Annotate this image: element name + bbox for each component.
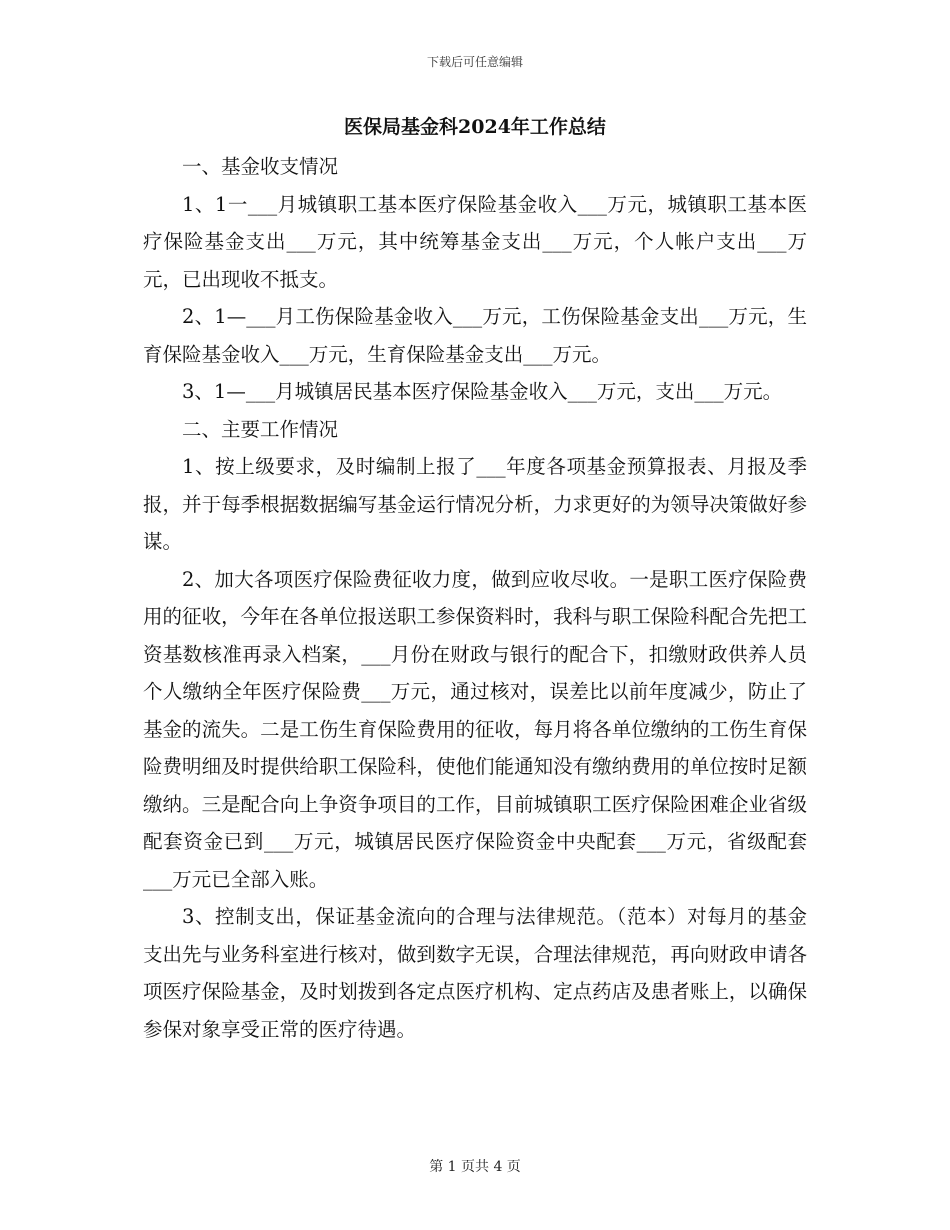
paragraph: 2、加大各项医疗保险费征收力度，做到应收尽收。一是职工医疗保险费用的征收，今年在各单位报送职工参保资料时，我科与职工保险科配合先把工资基数核准再录入档案，___月份在财政与银行的配合下，扣缴财政供养人员个人缴纳全年医疗保险费___万元，通过核对，误差比以前年度减少，防止了基金的流失。二是工伤生育保险费用的征收，每月将各单位缴纳的工伤生育保险费明细及时提供给职工保险科，使他们能通知没有缴纳费用的单位按时足额缴纳。三是配合向上争资争项目的工作，目前城镇职工医疗保险困难企业省级配套资金已到___万元，城镇居民医疗保险资金中央配套___万元，省级配套___万元已全部入账。 (143, 567, 807, 891)
paragraph: 2、1—___月工伤保险基金收入___万元，工伤保险基金支出___万元，生育保险基金收入___万元，生育保险基金支出___万元。 (143, 305, 807, 366)
paragraph: 1、1一___月城镇职工基本医疗保险基金收入___万元，城镇职工基本医疗保险基金支出___万元，其中统筹基金支出___万元，个人帐户支出___万元，已出现收不抵支。 (143, 192, 807, 291)
paragraph: 3、1—___月城镇居民基本医疗保险基金收入___万元，支出___万元。 (182, 380, 783, 403)
paragraph: 3、控制支出，保证基金流向的合理与法律规范。（范本）对每月的基金支出先与业务科室进行核对，做到数字无误，合理法律规范，再向财政申请各项医疗保险基金，及时划拨到各定点医疗机构、定点药店及患者账上，以确保参保对象享受正常的医疗待遇。 (143, 905, 807, 1041)
page-header: 下载后可任意编辑 (426, 55, 523, 69)
section-heading-1: 一、基金收支情况 (182, 155, 339, 178)
page-footer: 第 1 页共 4 页 (429, 1159, 521, 1175)
paragraph: 1、按上级要求，及时编制上报了___年度各项基金预算报表、月报及季报，并于每季根据数据编写基金运行情况分析，力求更好的为领导决策做好参谋。 (143, 455, 807, 553)
document-title: 医保局基金科2024年工作总结 (344, 116, 606, 138)
document-body (143, 112, 807, 1048)
section-heading-2: 二、主要工作情况 (182, 417, 339, 441)
